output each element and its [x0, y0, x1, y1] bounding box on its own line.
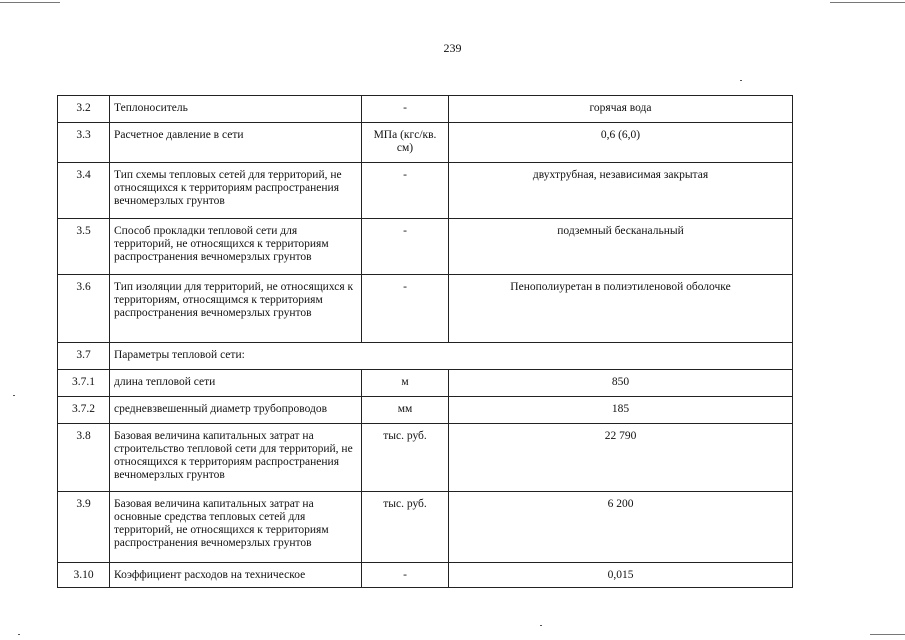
unit: мм	[362, 397, 449, 424]
row-number: 3.8	[58, 424, 110, 492]
scan-speck	[18, 634, 20, 635]
section-heading: Параметры тепловой сети:	[110, 343, 793, 370]
table-row	[58, 370, 793, 397]
unit: -	[362, 219, 449, 275]
value: Пенополиуретан в полиэтиленовой оболочке	[449, 275, 793, 343]
row-number: 3.5	[58, 219, 110, 275]
table-row	[58, 424, 793, 492]
spec-table	[57, 95, 793, 588]
value: 6 200	[449, 492, 793, 563]
row-number: 3.7.2	[58, 397, 110, 424]
row-number: 3.9	[58, 492, 110, 563]
parameter-name: Базовая величина капитальных затрат на основные средства тепловых сетей для территорий, не относящихся к территориям распространения вечномерзлых грунтов	[110, 492, 362, 563]
value: горячая вода	[449, 96, 793, 123]
value: 850	[449, 370, 793, 397]
value: 0,015	[449, 563, 793, 588]
table-row	[58, 123, 793, 163]
row-number: 3.2	[58, 96, 110, 123]
table-row	[58, 343, 793, 370]
unit: МПа (кгс/кв. см)	[362, 123, 449, 163]
parameter-name: Расчетное давление в сети	[110, 123, 362, 163]
unit: -	[362, 163, 449, 219]
value: 185	[449, 397, 793, 424]
parameter-name: Тип схемы тепловых сетей для территорий, не относящихся к территориям распространения вечномерзлых грунтов	[110, 163, 362, 219]
parameter-name: длина тепловой сети	[110, 370, 362, 397]
table-row	[58, 397, 793, 424]
table-row	[58, 563, 793, 588]
unit: м	[362, 370, 449, 397]
parameter-name: Способ прокладки тепловой сети для территорий, не относящихся к территориям распространения вечномерзлых грунтов	[110, 219, 362, 275]
unit: -	[362, 563, 449, 588]
table-row	[58, 163, 793, 219]
scan-speck	[13, 395, 15, 396]
value: двухтрубная, независимая закрытая	[449, 163, 793, 219]
table-row	[58, 96, 793, 123]
unit: -	[362, 96, 449, 123]
spec-table-body	[58, 96, 793, 588]
unit: тыс. руб.	[362, 424, 449, 492]
value: подземный бесканальный	[449, 219, 793, 275]
page-number: 239	[443, 41, 462, 55]
parameter-name: средневзвешенный диаметр трубопроводов	[110, 397, 362, 424]
value: 22 790	[449, 424, 793, 492]
table-row	[58, 219, 793, 275]
scan-edge-bottom-right	[870, 634, 905, 635]
row-number: 3.3	[58, 123, 110, 163]
row-number: 3.7.1	[58, 370, 110, 397]
unit: тыс. руб.	[362, 492, 449, 563]
row-number: 3.7	[58, 343, 110, 370]
parameter-name: Тип изоляции для территорий, не относящихся к территориям, относящимся к территориям распространения вечномерзлых грунтов	[110, 275, 362, 343]
parameter-name: Теплоноситель	[110, 96, 362, 123]
row-number: 3.10	[58, 563, 110, 588]
parameter-name: Коэффициент расходов на техническое	[110, 563, 362, 588]
scan-edge-top-right	[830, 2, 905, 3]
unit: -	[362, 275, 449, 343]
scan-speck	[740, 80, 742, 81]
table-row	[58, 492, 793, 563]
parameter-name: Базовая величина капитальных затрат на строительство тепловой сети для территорий, не относящихся к территориям распространения вечномерзлых грунтов	[110, 424, 362, 492]
row-number: 3.4	[58, 163, 110, 219]
scan-edge-top-left	[0, 2, 60, 3]
value: 0,6 (6,0)	[449, 123, 793, 163]
row-number: 3.6	[58, 275, 110, 343]
table-row	[58, 275, 793, 343]
scan-speck	[540, 625, 542, 626]
